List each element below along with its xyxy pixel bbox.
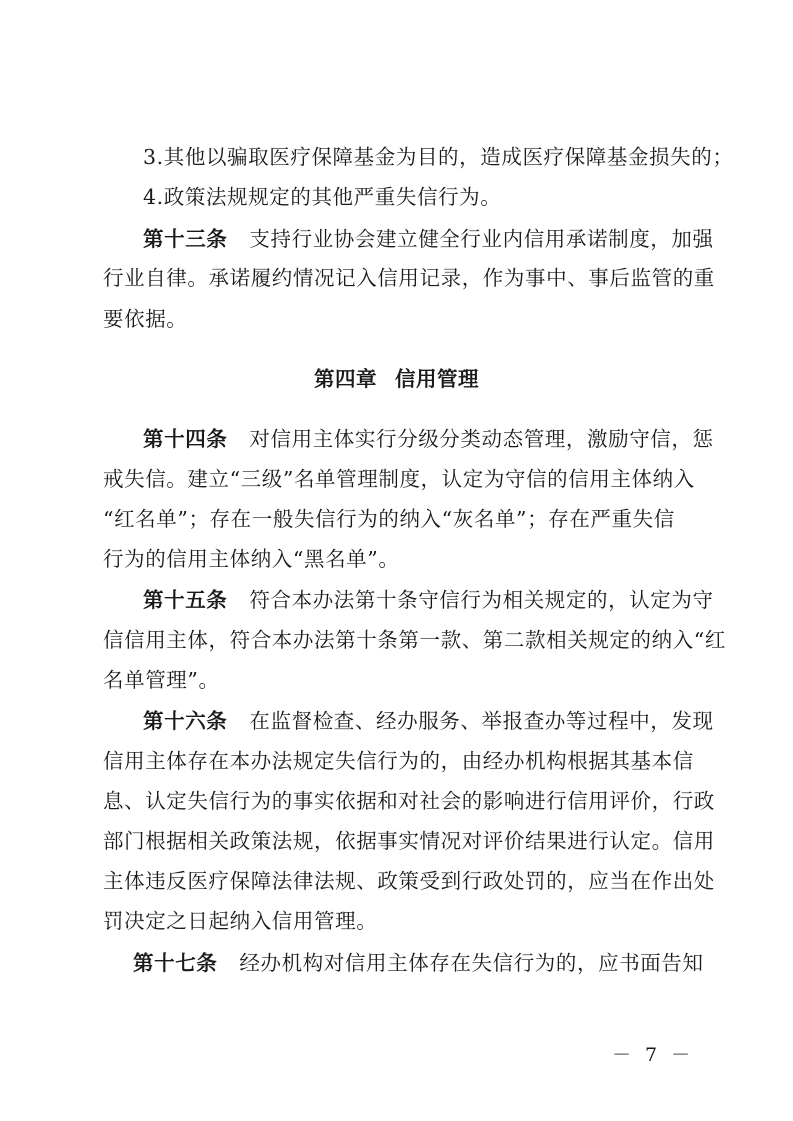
article-13-label: 第十三条 bbox=[143, 227, 228, 251]
article-17-text-1: 经办机构对信用主体存在失信行为的，应书面告知 bbox=[239, 951, 704, 975]
article-13-line-1 bbox=[143, 229, 733, 250]
article-14-line-1 bbox=[143, 429, 733, 450]
article-15-line-2: 信信用主体，符合本办法第十条第一款、第二款相关规定的纳入“红 bbox=[103, 628, 726, 652]
article-15-line-3: 名单管理”。 bbox=[103, 668, 220, 692]
article-16-line-1 bbox=[143, 711, 733, 732]
article-13-line-2: 行业自律。承诺履约情况记入信用记录，作为事中、事后监管的重 bbox=[103, 266, 715, 290]
list-item-4: 4.政策法规规定的其他严重失信行为。 bbox=[143, 185, 502, 209]
article-14-line-3: “红名单”；存在一般失信行为的纳入“灰名单”；存在严重失信 bbox=[103, 507, 675, 531]
article-16-label: 第十六条 bbox=[143, 709, 228, 733]
article-15-line-1 bbox=[143, 590, 733, 611]
article-14-text-1: 对信用主体实行分级分类动态管理，激励守信，惩 bbox=[249, 427, 714, 451]
article-17-line-1 bbox=[133, 953, 723, 974]
article-16-line-6: 罚决定之日起纳入信用管理。 bbox=[103, 909, 378, 933]
article-14-line-4: 行为的信用主体纳入“黑名单”。 bbox=[103, 547, 400, 571]
chapter-number: 第四章 bbox=[314, 367, 377, 391]
page-number: － 7 － bbox=[612, 1044, 695, 1066]
article-17-label: 第十七条 bbox=[133, 951, 218, 975]
chapter-heading bbox=[0, 369, 793, 390]
article-16-text-1: 在监督检查、经办服务、举报查办等过程中，发现 bbox=[249, 709, 714, 733]
list-item-3: 3.其他以骗取医疗保障基金为目的，造成医疗保障基金损失的； bbox=[143, 145, 734, 169]
article-14-label: 第十四条 bbox=[143, 427, 228, 451]
chapter-title: 信用管理 bbox=[395, 367, 479, 391]
article-14-line-2: 戒失信。建立“三级”名单管理制度，认定为守信的信用主体纳入 bbox=[103, 467, 695, 491]
article-13-text-1: 支持行业协会建立健全行业内信用承诺制度，加强 bbox=[249, 227, 714, 251]
article-15-text-1: 符合本办法第十条守信行为相关规定的，认定为守 bbox=[249, 588, 714, 612]
article-16-line-2: 信用主体存在本办法规定失信行为的，由经办机构根据其基本信 bbox=[103, 749, 694, 773]
article-16-line-3: 息、认定失信行为的事实依据和对社会的影响进行信用评价，行政 bbox=[103, 789, 715, 813]
article-15-label: 第十五条 bbox=[143, 588, 228, 612]
article-16-line-5: 主体违反医疗保障法律法规、政策受到行政处罚的，应当在作出处 bbox=[103, 869, 715, 893]
article-16-line-4: 部门根据相关政策法规，依据事实情况对评价结果进行认定。信用 bbox=[103, 829, 715, 853]
article-13-line-3: 要依据。 bbox=[103, 307, 188, 331]
